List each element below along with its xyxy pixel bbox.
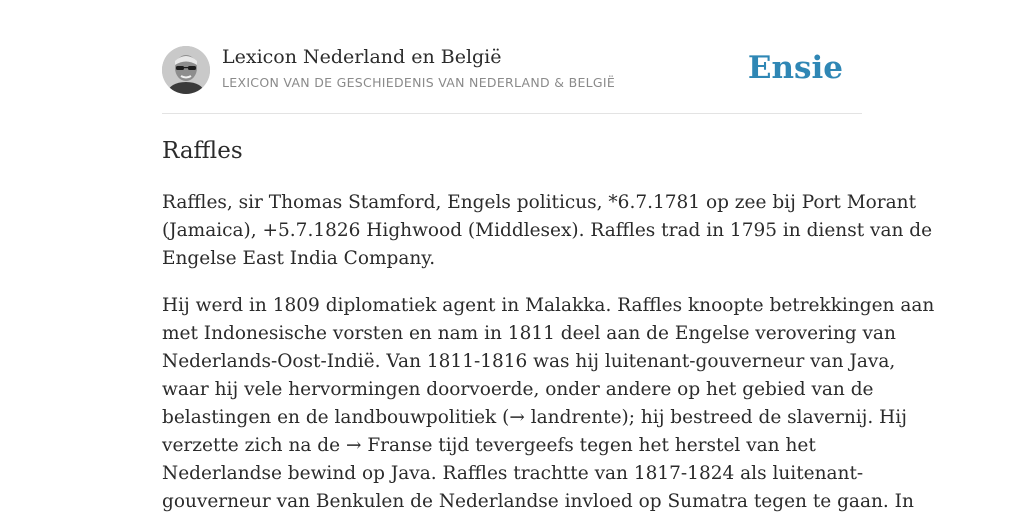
brand-logo[interactable]: Ensie xyxy=(747,50,843,86)
text-line: Engelse East India Company. xyxy=(162,248,436,269)
text-line: gouverneur van Benkulen de Nederlandse invloed op Sumatra tegen te gaan. In xyxy=(162,491,914,512)
text-line: (Jamaica), +5.7.1826 Highwood (Middlesex). Raffles trad in 1795 in dienst van de xyxy=(162,220,933,241)
source-subtitle: LEXICON VAN DE GESCHIEDENIS VAN NEDERLAND & BELGIË xyxy=(222,75,616,90)
text-line: belastingen en de landbouwpolitiek (→ landrente); hij bestreed de slavernij. Hij xyxy=(162,407,907,428)
avatar-portrait-icon xyxy=(162,46,210,94)
text-line: Hij werd in 1809 diplomatiek agent in Malakka. Raffles knoopte betrekkingen aan xyxy=(162,295,935,316)
source-header xyxy=(162,46,862,114)
article-body xyxy=(162,189,935,512)
text-line: Nederlandse bewind op Java. Raffles trachtte van 1817-1824 als luitenant- xyxy=(162,463,864,484)
text-line: met Indonesische vorsten en nam in 1811 deel aan de Engelse verovering van xyxy=(162,323,896,344)
text-line: Raffles, sir Thomas Stamford, Engels politicus, *6.7.1781 op zee bij Port Morant xyxy=(162,192,917,213)
text-line: verzette zich na de → Franse tijd tevergeefs tegen het herstel van het xyxy=(162,435,816,456)
article-paragraph xyxy=(162,189,933,273)
article-title: Raffles xyxy=(162,138,243,164)
article-paragraph xyxy=(162,292,935,512)
author-avatar[interactable] xyxy=(162,46,210,94)
text-line: Nederlands-Oost-Indië. Van 1811-1816 was hij luitenant-gouverneur van Java, xyxy=(162,351,896,372)
source-title[interactable]: Lexicon Nederland en België xyxy=(222,46,502,68)
text-line: waar hij vele hervormingen doorvoerde, onder andere op het gebied van de xyxy=(162,379,874,400)
